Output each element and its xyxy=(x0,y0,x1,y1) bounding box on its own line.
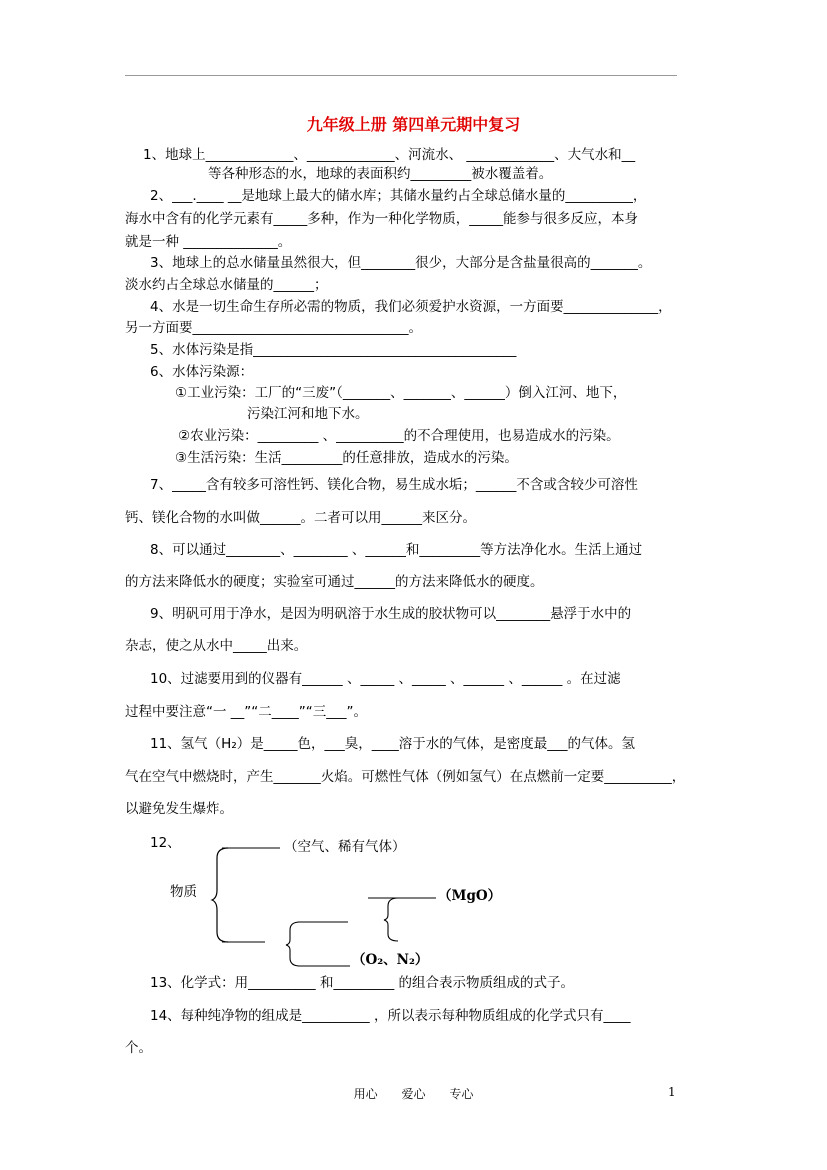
text-line: 8、可以通过________、________ 、______和_________等方法净化水。生活上通过 xyxy=(150,542,643,558)
text-line: 7、_____含有较多可溶性钙、镁化合物，易生成水垢；______不含或含较少可溶性 xyxy=(150,477,638,493)
text-line: 11、氢气（H₂）是_____色，___臭，____溶于水的气体，是密度最___的气体。氢 xyxy=(150,736,635,752)
text-line: 12、 xyxy=(150,835,181,851)
text-line: ②农业污染：_________ 、__________的不合理使用，也易造成水的污染。 xyxy=(178,428,620,444)
text-line: 气在空气中燃烧时，产生_______火焰。可燃性气体（例如氢气）在点燃前一定要__________， xyxy=(125,769,686,785)
diagram-oxide-label: （MgO） xyxy=(438,888,502,904)
text-line: 过程中要注意“一 __”“二____”“三___”。 xyxy=(125,704,368,720)
text-line: 5、水体污染是指_______________________________________ xyxy=(150,342,517,358)
footer-item: 专心 xyxy=(449,1087,474,1101)
diagram-element-label: （O₂、N₂） xyxy=(352,952,429,968)
text-line: 2、___.____ __是地球上最大的储水库；其储水量约占全球总储水量的__________， xyxy=(150,188,647,204)
text-line: ③生活污染：生活_________的任意排放，造成水的污染。 xyxy=(175,450,518,466)
text-line: 以避免发生爆炸。 xyxy=(125,801,233,817)
text-line: 的方法来降低水的硬度；实验室可通过______的方法来降低水的硬度。 xyxy=(125,574,544,590)
text-line: ①工业污染：工厂的“三废”（_______、_______、______）倒入江河、地下， xyxy=(175,385,627,401)
text-line: 14、每种纯净物的组成是__________ ，所以表示每种物质组成的化学式只有____ xyxy=(150,1008,631,1024)
text-line: 个。 xyxy=(125,1040,152,1056)
page-number: 1 xyxy=(668,1085,676,1099)
text-line: 13、化学式：用__________ 和_________ 的组合表示物质组成的式子。 xyxy=(150,975,575,991)
text-line: 等各种形态的水，地球的表面积约_________被水覆盖着。 xyxy=(208,166,553,182)
text-line: 海水中含有的化学元素有_____多种，作为一种化学物质，_____能参与很多反应，本身 xyxy=(125,211,638,227)
footer-item: 爱心 xyxy=(401,1087,426,1101)
text-line: 淡水约占全球总水储量的______； xyxy=(125,277,328,293)
text-line: 9、明矾可用于净水，是因为明矾溶于水生成的胶状物可以________悬浮于水中的 xyxy=(150,606,632,622)
text-line: 3、地球上的总水储量虽然很大，但________很少，大部分是含盐量很高的_______。 xyxy=(150,255,652,271)
text-line: 钙、镁化合物的水叫做______。二者可以用______来区分。 xyxy=(125,510,476,526)
text-line: 污染江河和地下水。 xyxy=(247,406,369,422)
page-title: 九年级上册 第四单元期中复习 xyxy=(306,115,521,134)
footer xyxy=(0,1085,827,1102)
text-line: 杂志，使之从水中_____出来。 xyxy=(125,638,308,654)
compound-brace xyxy=(384,898,398,941)
diagram-top-label: （空气、稀有气体） xyxy=(284,839,406,855)
text-line: 另一方面要________________________________。 xyxy=(125,320,422,336)
root-brace xyxy=(212,848,228,942)
text-line: 4、水是一切生命生存所必需的物质，我们必须爱护水资源，一方面要______________， xyxy=(150,299,672,315)
text-line: 1、地球上_____________、_____________、河流水、 _____________、大气水和__ xyxy=(143,147,636,163)
text-line: 10、过滤要用到的仪器有______ 、_____ 、_____ 、______ 、______ 。在过滤 xyxy=(150,671,621,687)
header-rule xyxy=(125,75,677,76)
footer-item: 用心 xyxy=(353,1087,378,1101)
text-line: 6、水体污染源： xyxy=(150,364,254,380)
text-line: 就是一种 ______________。 xyxy=(125,234,292,250)
diagram-root-label: 物质 xyxy=(170,884,197,900)
sub-brace xyxy=(286,922,300,966)
